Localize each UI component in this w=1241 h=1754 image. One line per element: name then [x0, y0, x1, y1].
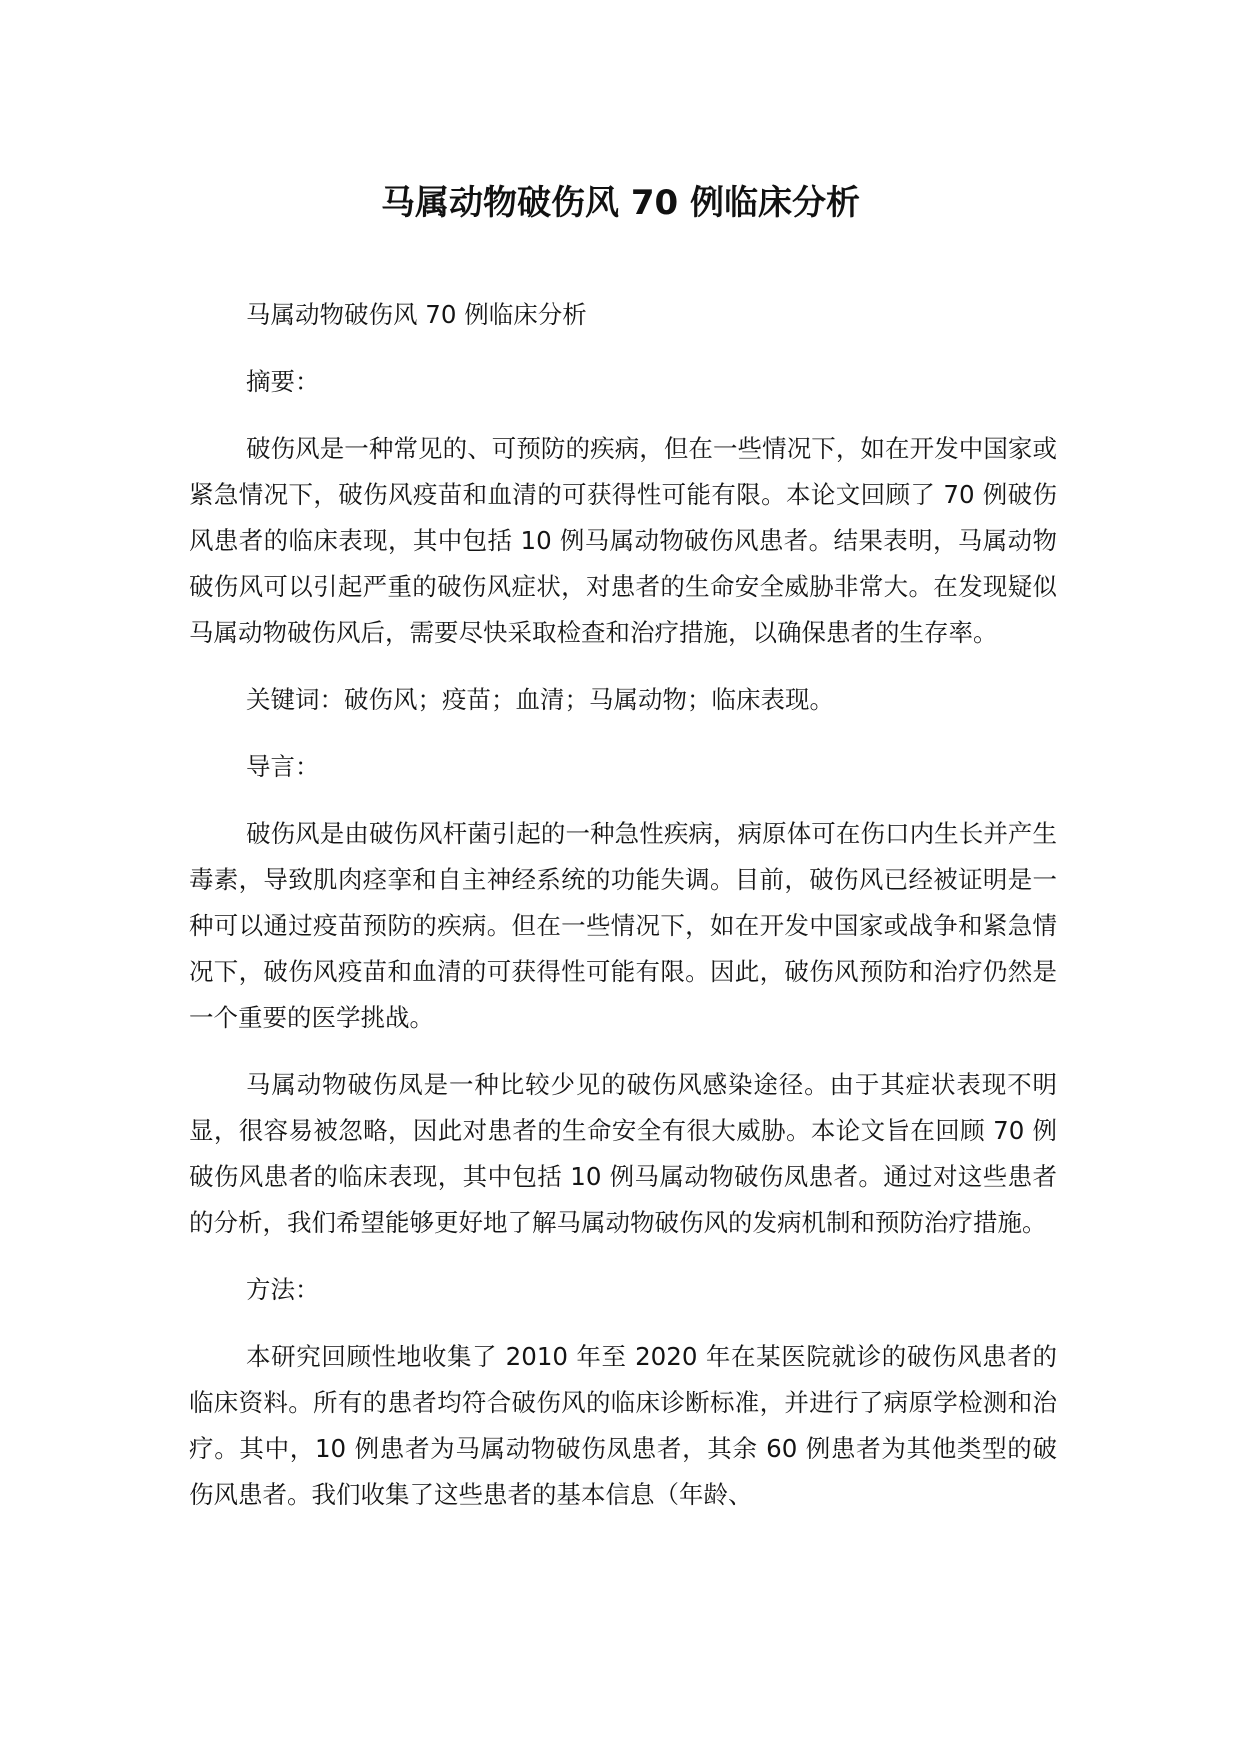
paragraph-abstract: 破伤风是一种常见的、可预防的疾病，但在一些情况下，如在开发中国家或紧急情况下，破伤风疫苗和血清的可获得性可能有限。本论文回顾了 70 例破伤风患者的临床表现，其中包括 10 例马属动物破伤风患者。结果表明，马属动物破伤风可以引起严重的破伤风症状，对患者的生命安全威胁非常大。在发现疑似马属动物破伤风后，需要尽快采取检查和治疗措施，以确保患者的生存率。 — [189, 434, 1057, 647]
paragraph-keywords: 关键词：破伤风；疫苗；血清；马属动物；临床表现。 — [246, 685, 834, 714]
paragraph-abstract-heading: 摘要： — [246, 367, 320, 396]
document-title: 马属动物破伤风 70 例临床分析 — [381, 183, 860, 223]
paragraph-introduction-heading: 导言： — [246, 752, 320, 781]
document-body — [189, 292, 1057, 1539]
paragraph-introduction-1: 破伤风是由破伤风杆菌引起的一种急性疾病，病原体可在伤口内生长并产生毒素，导致肌肉痉挛和自主神经系统的功能失调。目前，破伤风已经被证明是一种可以通过疫苗预防的疾病。但在一些情况下，如在开发中国家或战争和紧急情况下，破伤风疫苗和血清的可获得性可能有限。因此，破伤风预防和治疗仍然是一个重要的医学挑战。 — [189, 819, 1057, 1032]
paragraph-subtitle: 马属动物破伤风 70 例临床分析 — [246, 300, 587, 329]
paragraph-introduction-2: 马属动物破伤凤是一种比较少见的破伤风感染途径。由于其症状表现不明显，很容易被忽略，因此对患者的生命安全有很大威胁。本论文旨在回顾 70 例破伤风患者的临床表现，其中包括 10 例马属动物破伤凤患者。通过对这些患者的分析，我们希望能够更好地了解马属动物破伤风的发病机制和预防治疗措施。 — [189, 1070, 1057, 1237]
paragraph-methods-heading: 方法： — [246, 1275, 320, 1304]
paragraph-methods: 本研究回顾性地收集了 2010 年至 2020 年在某医院就诊的破伤风患者的临床资料。所有的患者均符合破伤风的临床诊断标准，并进行了病原学检测和治疗。其中，10 例患者为马属动物破伤凤患者，其余 60 例患者为其他类型的破伤风患者。我们收集了这些患者的基本信息（年龄、 — [189, 1342, 1057, 1509]
